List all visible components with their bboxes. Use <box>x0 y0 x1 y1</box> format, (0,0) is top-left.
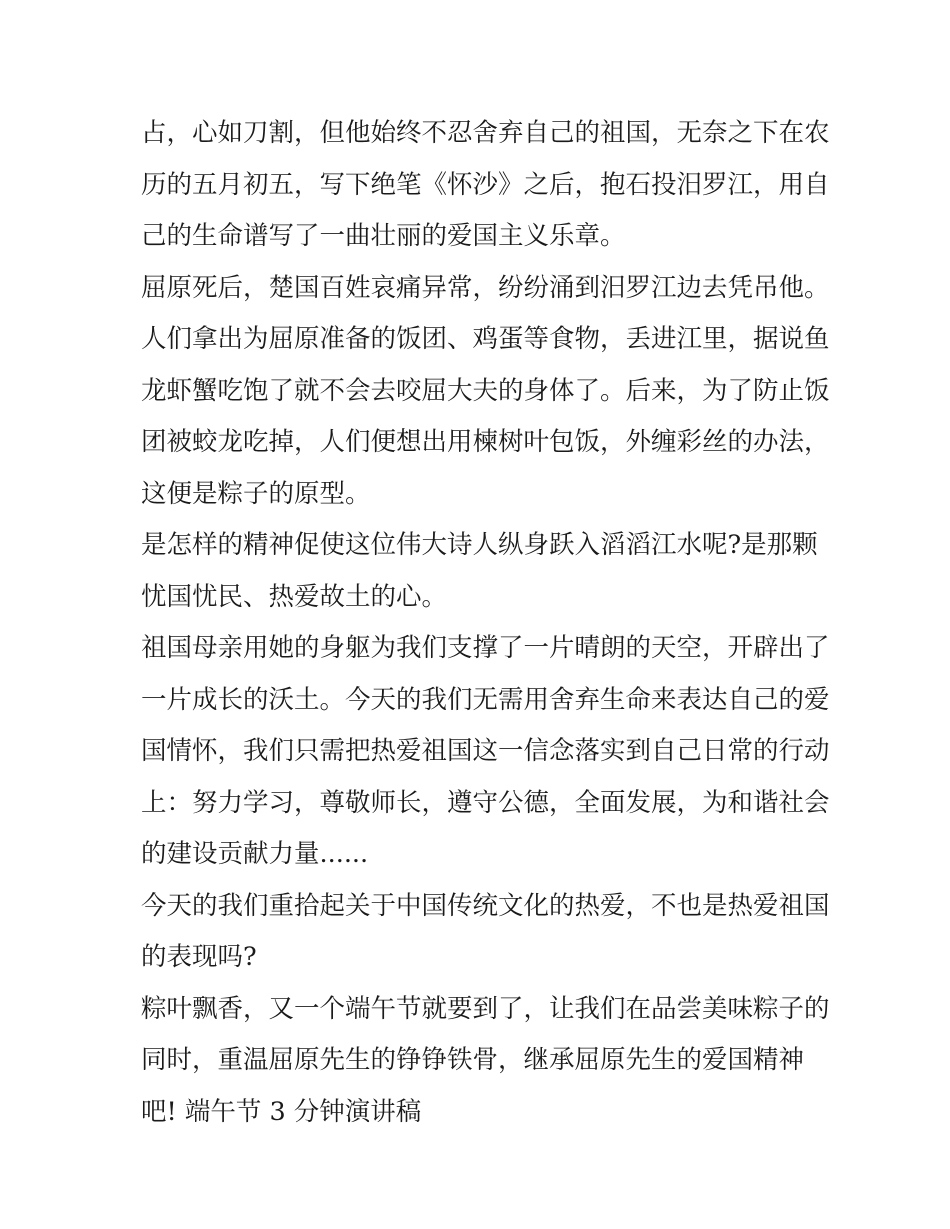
text-line: 的建设贡献力量...... <box>141 839 369 869</box>
text-line: 国情怀，我们只需把热爱祖国这一信念落实到自己日常的行动 <box>141 736 830 766</box>
text-line: 粽叶飘香，又一个端午节就要到了，让我们在品尝美味粽子的 <box>141 993 830 1024</box>
text-line: 是怎样的精神促使这位伟大诗人纵身跃入滔滔江水呢?是那颗 <box>141 530 818 560</box>
text-line: 占，心如刀割，但他始终不忍舍弃自己的祖国，无奈之下在农 <box>141 118 830 148</box>
text-line: 同时，重温屈原先生的铮铮铁骨，继承屈原先生的爱国精神 <box>141 1045 805 1075</box>
text-line: 这便是粽子的原型。 <box>141 478 371 509</box>
text-line: 一片成长的沃土。今天的我们无需用舍弃生命来表达自己的爱 <box>141 684 830 715</box>
text-line: 今天的我们重拾起关于中国传统文化的热爱，不也是热爱祖国 <box>141 890 830 921</box>
text-line: 团被蛟龙吃掉，人们便想出用楝树叶包饭，外缠彩丝的办法， <box>141 427 830 457</box>
text-line: 祖国母亲用她的身躯为我们支撑了一片晴朗的天空，开辟出了 <box>141 633 830 663</box>
text-line: 己的生命谱写了一曲壮丽的爱国主义乐章。 <box>141 221 626 251</box>
text-line: 历的五月初五，写下绝笔《怀沙》之后，抱石投汨罗江，用自 <box>141 169 830 200</box>
text-line: 上：努力学习，尊敬师长，遵守公德，全面发展，为和谐社会 <box>141 787 830 818</box>
text-line: 的表现吗? <box>141 942 257 972</box>
text-line: 吧! 端午节 3 分钟演讲稿 <box>141 1096 422 1127</box>
text-line: 龙虾蟹吃饱了就不会去咬屈大夫的身体了。后来，为了防止饭 <box>141 375 830 406</box>
text-line: 屈原死后，楚国百姓哀痛异常，纷纷涌到汨罗江边去凭吊他。 <box>141 272 830 303</box>
text-line: 人们拿出为屈原准备的饭团、鸡蛋等食物，丢进江里，据说鱼 <box>141 324 830 354</box>
text-line: 忧国忧民、热爱故土的心。 <box>141 581 448 612</box>
document-body <box>141 108 830 1138</box>
